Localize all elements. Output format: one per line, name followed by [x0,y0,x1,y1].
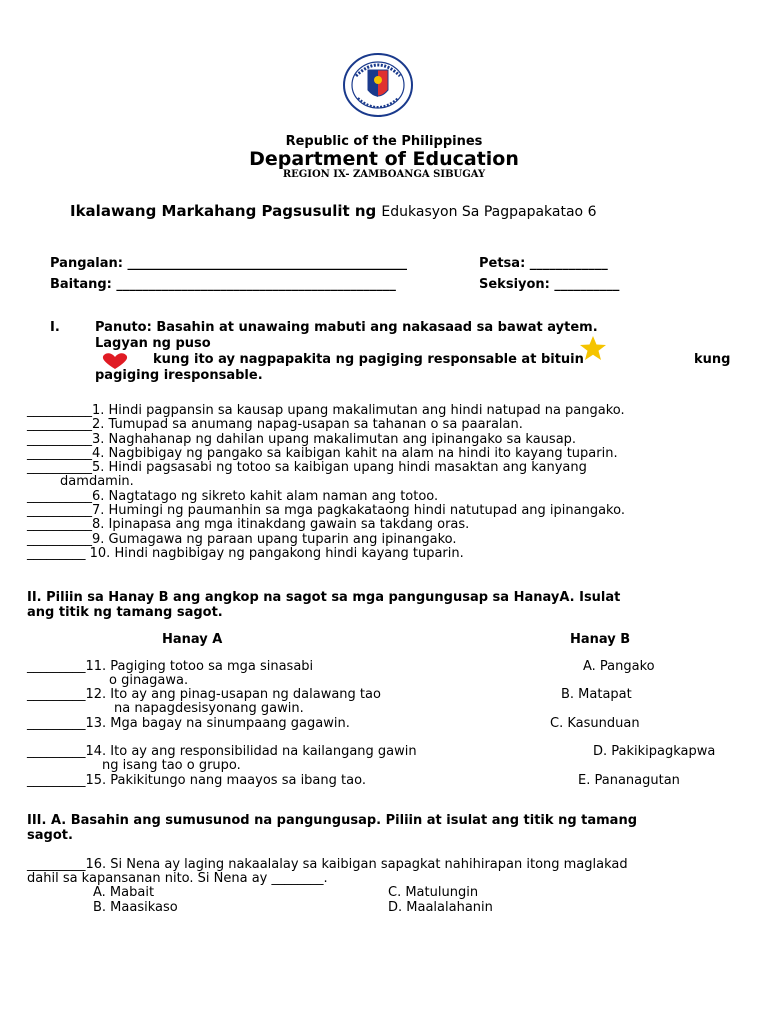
region-line: REGION IX- ZAMBOANGA SIBUGAY [282,169,486,180]
list-item: __________5. Hindi pagsasabi ng totoo sa kaibigan upang hindi masaktan ang kanyang [27,460,587,476]
exam-title [70,201,596,220]
part1-numeral: I. [50,320,60,335]
part1-instruction-3: kung ito ay nagpapakita ng pagiging responsable at bituin [153,352,584,367]
matching-item-12: _________12. Ito ay ang pinag-usapan ng dalawang tao [27,687,381,702]
matching-item-11: _________11. Pagiging totoo sa mga sinasabi [27,659,314,674]
matching-item-14-cont: ng isang tao o grupo. [102,758,241,773]
matching-choice-a: A. Pangako [583,659,655,674]
question-16-line-1: _________16. Si Nena ay laging nakaalalay sa kaibigan sapagkat nahihirapan itong maglakad [27,857,628,872]
part3-instruction-2: sagot. [27,828,73,843]
matching-item-12-cont: na napagdesisyonang gawin. [114,701,304,716]
column-a-header: Hanay A [162,632,223,647]
grade-field-label: Baitang: ___________________________________________ [50,277,396,292]
list-item: __________8. Ipinapasa ang mga itinakdang gawain sa takdang oras. [27,517,470,533]
matching-choice-e: E. Pananagutan [578,773,680,788]
list-item: damdamin. [27,474,134,490]
part1-instruction-2: Lagyan ng puso [95,336,211,351]
part1-instruction-1: Panuto: Basahin at unawaing mabuti ang nakasaad sa bawat aytem. [95,320,598,335]
exam-title-bold: Ikalawang Markahang Pagsusulit ng [70,202,377,220]
matching-item-14: _________14. Ito ay ang responsibilidad na kailangang gawin [27,744,417,759]
column-b-header: Hanay B [570,632,631,647]
choice-d: D. Maalalahanin [388,900,493,915]
list-item: __________4. Nagbibigay ng pangako sa kaibigan kahit na alam na hindi ito kayang tuparin. [27,445,618,461]
list-item: __________2. Tumupad sa anumang napag-usapan sa tahanan o sa paaralan. [27,417,523,433]
matching-item-11-cont: o ginagawa. [109,673,189,688]
choice-b: B. Maasikaso [93,900,178,915]
department-title: Department of Education [249,148,519,170]
choice-a: A. Mabait [93,885,155,900]
name-field-label: Pangalan: ___________________________________________ [50,256,407,271]
list-item: __________3. Naghahanap ng dahilan upang makalimutan ang ipinangako sa kausap. [27,431,577,447]
matching-choice-c: C. Kasunduan [550,716,640,731]
republic-line: Republic of the Philippines [285,134,483,149]
choice-c: C. Matulungin [388,885,479,900]
part1-instruction-3b: kung [694,352,731,367]
matching-item-15: _________15. Pakikitungo nang maayos sa ibang tao. [27,773,366,788]
part1-instruction-4: pagiging iresponsable. [95,368,263,383]
part2-instruction-1: II. Piliin sa Hanay B ang angkop na sagot sa mga pangungusap sa HanayA. Isulat [27,590,621,605]
question-16-line-2: dahil sa kapansanan nito. Si Nena ay ________. [27,871,328,886]
exam-title-subject: Edukasyon Sa Pagpapakatao 6 [381,204,597,220]
list-item: __________9. Gumagawa ng paraan upang tuparin ang ipinangako. [27,531,457,547]
matching-choice-b: B. Matapat [561,687,632,702]
date-field-label: Petsa: ____________ [479,256,608,271]
list-item: _________ 10. Hindi nagbibigay ng pangakong hindi kayang tuparin. [27,545,464,561]
list-item: __________7. Humingi ng paumanhin sa mga pagkakataong hindi natutupad ang ipinangako. [27,503,625,519]
section-field-label: Seksiyon: __________ [479,277,620,292]
deped-seal-icon [342,52,414,118]
matching-choice-d: D. Pakikipagkapwa [593,744,716,759]
part3-instruction-1: III. A. Basahin ang sumusunod na pangungusap. Piliin at isulat ang titik ng tamang [27,813,638,828]
list-item: __________6. Nagtatago ng sikreto kahit alam naman ang totoo. [27,488,439,504]
matching-item-13: _________13. Mga bagay na sinumpaang gagawin. [27,716,350,731]
part1-items [27,404,625,561]
part2-instruction-2: ang titik ng tamang sagot. [27,605,223,620]
list-item: __________1. Hindi pagpansin sa kausap upang makalimutan ang hindi natupad na pangako. [27,403,625,418]
